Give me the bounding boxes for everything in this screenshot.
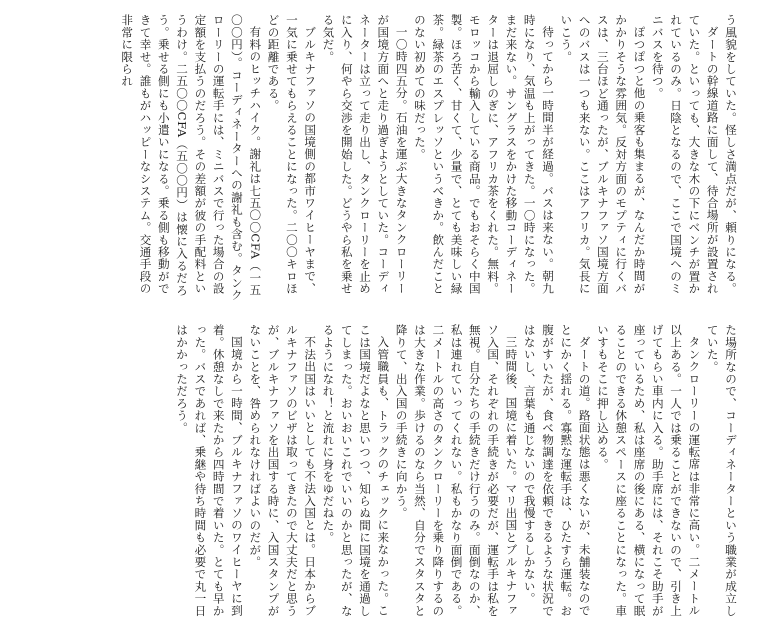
paragraph: 一〇時四五分。石油を運ぶ大きなタンクローリーが国境方面へと走り過ぎようとしていた。コーディネーターは立って走り出し、タンクローリーを止めに入り、何やら交渉を開始した。どうやら私を乗せる気だ。 <box>321 14 409 295</box>
paragraph: ブルキナファソの国境側の都市ワイヒーヤまで、一気に乗せてもらえることになった。二〇〇キロほどの距離である。 <box>266 14 318 295</box>
top-text-tier <box>40 14 740 301</box>
paragraph: う風貌をしていた。怪しさ満点だが、頼りになる。 <box>724 14 738 295</box>
paragraph: タンクローリーの運転席は非常に高い。二メートル以上ある。一人では乗ることができないので、引き上げてもらい車内に入る。助手席には、それこそ助手が座っているため、私は座席の後にある、横になって眠ることのできる休憩スペースに座ることになった。車いすもそこに押し込める。 <box>595 324 702 617</box>
paragraph: 国境から一時間、ブルキナファソのワイヒーヤに到着。休憩なしで来たから四時間で着いた。とても早かった。バスであれば、乗継や待ち時間も必要で丸一日はかかっただろう。 <box>175 324 244 617</box>
bottom-text-tier <box>40 324 740 624</box>
paragraph: 不法出国はいいとしても不法入国とは。日本からブルキナファソのビザは取ってきたので大丈夫だと思うが、ブルキナファソを出国する時に、入国スタンプがないことを、咎められなければよいのだが。 <box>248 324 318 617</box>
paragraph: ダートの幹線道路に面して、待合場所が設置されていた。といっても、大きな木の下にベンチが置かれているのみ。日陰となるので、ここで国境へのミニバスを待つ。 <box>650 14 720 295</box>
paragraph: ダートの道。路面状態は悪くないが、未舗装なのでとにかく揺れる。寡黙な運転手は、ひたすら運転。お腹がすいたが、食べ物調達を依頼できるような状況ではないし、言葉も通じないので我慢するしかない。 <box>522 324 592 617</box>
paragraph: 三時間後、国境に着いた。マリ出国とブルキナファソ入国、それぞれの手続きが必要だが、運転手は私を無視。自分たちの手続きだけ行うのみ。面倒なのか、私は連れていってくれない。私もかなり面倒である。二メートルの高さのタンクローリーを乗り降りするのは大きな作業。歩けるのなら当然、自分でスタスタと降りて、出入国の手続きに向かう。 <box>394 324 519 617</box>
paragraph: 入管職員も、トラックのチェックに来なかった。ここは国境だよなと思いつつ、知らぬ間に国境を通過してしまった。おいおいこれでいいのかと思ったが、なるようになれ！と流れに身をゆだねた。 <box>321 324 391 617</box>
paragraph: ぽつぽつと他の乗客も集まるが、なんだか時間がかかりそうな雰囲気。反対方面のモプティに行くバスは、三台ほど通ったが、ブルキナファソ国境方面へのバスは一つも来ない。ここはアフリカ。気長にいこう。 <box>559 14 647 295</box>
paragraph: 有料のヒッチハイク。謝礼は七五〇〇CFA（一五〇〇円）。コーディネーターへの謝礼も含む。タンクローリーの運転手には、ミニバスで行った場合の設定額を支払うのだろう。その差額が彼の手配料というわけ。二五〇〇CFA（五〇〇円）は懐に入るだろう。乗せる側にも小遣いになる。乗る側も移動ができて幸せ。誰もがハッピーなシステム。交通手段の非常に限られ <box>120 14 263 301</box>
paragraph: 待ってから一時間半が経過。バスは来ない。朝九時になり、気温も上がってきた。一〇時になった。まだ来ない。サングラスをかけた移動コーディネーターは退屈しのぎに、アフリカ茶をくれた。無料。モロッコから輸入している商品。でもおそらく中国製。ほろ苦く、甘くて、少量で、とても美味しい緑茶。緑茶のエスプレッソというべきか。飲んだことのない初めての味だった。 <box>412 14 556 295</box>
paragraph: た場所なので、コーディネーターという職業が成立していた。 <box>705 324 738 617</box>
